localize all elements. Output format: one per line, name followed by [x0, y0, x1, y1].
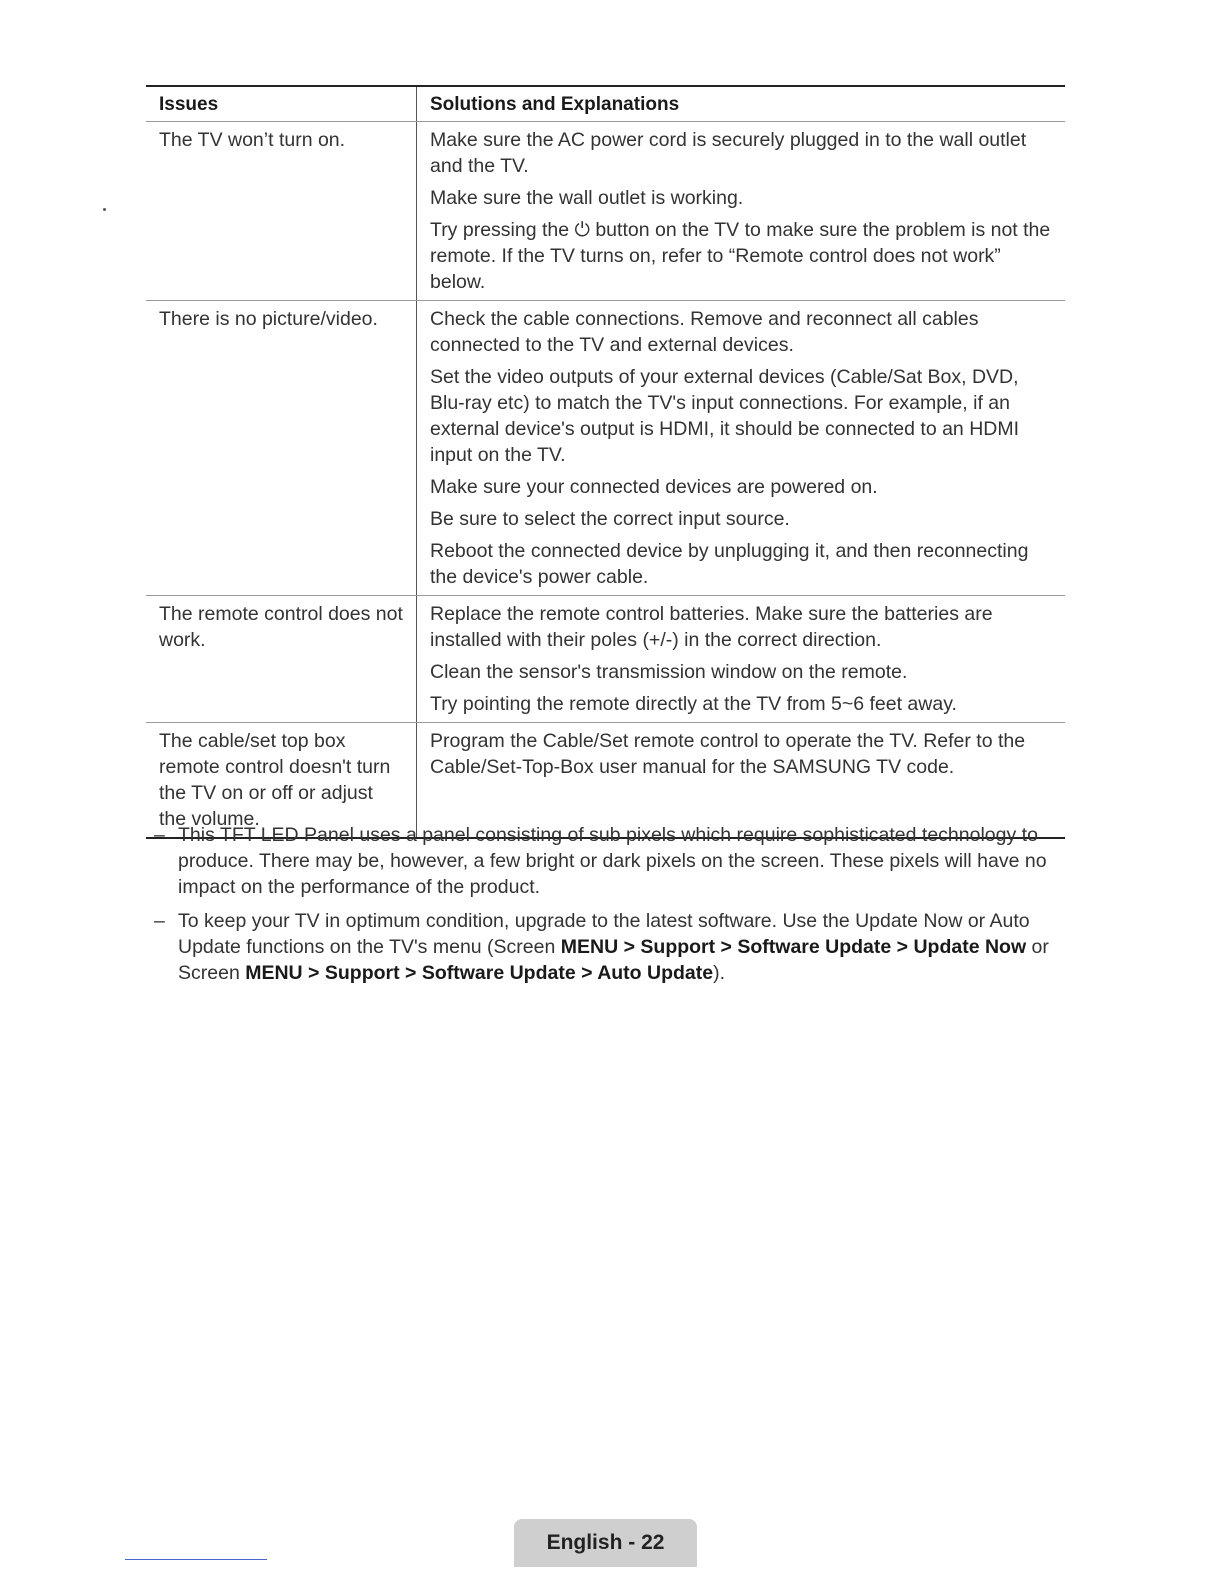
menu-path-software-update: Software Update	[421, 962, 576, 984]
menu-path-separator: >	[618, 936, 641, 958]
menu-path-separator: >	[399, 962, 422, 984]
solution-item: Program the Cable/Set remote control to operate the TV. Refer to the Cable/Set-Top-Box user manual for the SAMSUNG TV code.	[430, 730, 1026, 778]
solution-item: Be sure to select the correct input source.	[430, 508, 790, 530]
solutions-column-header: Solutions and Explanations	[417, 86, 1066, 122]
note-text: or Screen	[178, 936, 1049, 984]
issue-cell: There is no picture/video.	[146, 301, 417, 596]
issue-cell: The remote control does not work.	[146, 596, 417, 723]
solution-item: Make sure the AC power cord is securely plugged in to the wall outlet and the TV.	[430, 129, 1027, 177]
stray-mark	[103, 208, 106, 211]
solution-item: Clean the sensor's transmission window on the remote.	[430, 661, 908, 683]
solutions-cell	[417, 596, 1066, 723]
solution-item: Make sure the wall outlet is working.	[430, 187, 744, 209]
issues-column-header: Issues	[146, 86, 417, 122]
menu-path-auto-update: Auto Update	[597, 962, 714, 984]
note-text: This TFT LED Panel uses a panel consisting of sub pixels which require sophisticated technology to produce. There may be, however, a few bright or dark pixels on the screen. These pixels will have no impact on the performance of the product.	[178, 824, 1047, 898]
solution-item: Try pointing the remote directly at the TV from 5~6 feet away.	[430, 693, 957, 715]
table-row	[146, 596, 1065, 723]
menu-path-separator: >	[891, 936, 914, 958]
page-number-badge: English - 22	[514, 1519, 697, 1567]
menu-path-menu: MENU	[560, 936, 619, 958]
menu-path-update-now: Update Now	[913, 936, 1027, 958]
solutions-cell	[417, 301, 1066, 596]
troubleshooting-table-container	[146, 85, 1065, 839]
table-header-row	[146, 86, 1065, 122]
menu-path-menu: MENU	[245, 962, 303, 984]
note-pixels	[154, 822, 1069, 900]
menu-path-support: Support	[640, 936, 716, 958]
solution-item: Try pressing the ⏻ button on the TV to make sure the problem is not the remote. If the TV turns on, refer to “Remote control does not work” below.	[430, 219, 1051, 293]
solution-item: Set the video outputs of your external devices (Cable/Sat Box, DVD, Blu-ray etc) to match the TV's input connections. For example, if an external device's output is HDMI, it should be connected to an HDMI input on the TV.	[430, 366, 1020, 466]
solutions-cell	[417, 122, 1066, 301]
note-text: To keep your TV in optimum condition, upgrade to the latest software. Use the Update Now or Auto Update functions on the TV's menu (Screen	[178, 910, 1030, 958]
menu-path-separator: >	[715, 936, 738, 958]
note-dash: –	[154, 910, 165, 932]
note-dash: –	[154, 824, 165, 846]
table-row	[146, 301, 1065, 596]
footer-rule	[125, 1559, 267, 1560]
solutions-cell	[417, 723, 1066, 839]
note-text: ).	[713, 962, 726, 984]
solution-item: Replace the remote control batteries. Make sure the batteries are installed with their poles (+/-) in the correct direction.	[430, 603, 993, 651]
troubleshooting-table	[146, 85, 1065, 839]
solution-item: Reboot the connected device by unplugging it, and then reconnecting the device's power cable.	[430, 540, 1029, 588]
solution-item: Check the cable connections. Remove and reconnect all cables connected to the TV and external devices.	[430, 308, 979, 356]
solution-item: Make sure your connected devices are powered on.	[430, 476, 878, 498]
menu-path-software-update: Software Update	[737, 936, 892, 958]
note-software-update	[154, 908, 1069, 986]
menu-path-separator: >	[575, 962, 598, 984]
issue-cell: The cable/set top box remote control doesn't turn the TV on or off or adjust the volume.	[146, 723, 417, 839]
notes-section	[154, 822, 1069, 994]
issue-cell: The TV won’t turn on.	[146, 122, 417, 301]
menu-path-support: Support	[324, 962, 400, 984]
table-row	[146, 122, 1065, 301]
menu-path-separator: >	[302, 962, 325, 984]
table-row	[146, 723, 1065, 839]
